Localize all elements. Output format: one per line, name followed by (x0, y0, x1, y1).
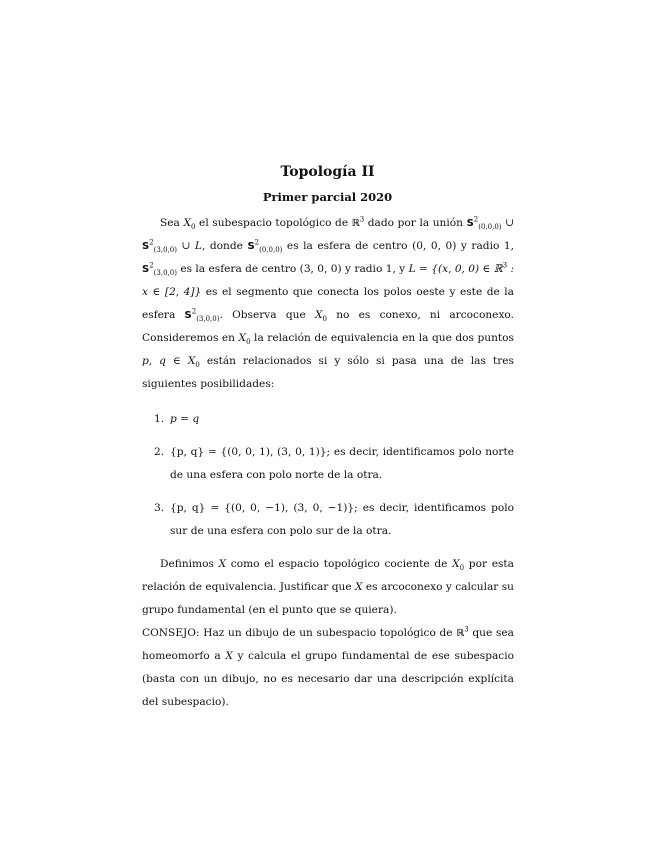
list-item: 3. {p, q} = {(0, 0, −1), (3, 0, −1)}; es decir, identificamos polo sur de una esfera con polo sur de la otra. (154, 502, 514, 537)
consejo-paragraph: CONSEJO: Haz un dibujo de un subespacio topológico de ℝ$^3$ que sea homeomorfo a X y calcula el grupo fundamental de ese subespacio (basta con un dibujo, no es necesario dar una descripción explícita del subespacio). (142, 625, 514, 708)
list-item: 1. p = q (154, 413, 200, 425)
definition-paragraph: Definimos X como el espacio topológico cociente de $X_0$ por esta relación de equivalencia. Justificar que X es arcoconexo y calcular su grupo fundamental (en el punto que se quiera). (142, 558, 514, 616)
list-item: 2. {p, q} = {(0, 0, 1), (3, 0, 1)}; es decir, identificamos polo norte de una esfera con polo norte de la otra. (154, 446, 514, 481)
intro-paragraph: Sea $X_0$ el subespacio topológico de ℝ$^3$ dado por la unión $S^2_{(0,0,0)}$ ∪ $S^2_{(3,0,0)}$ ∪ L, donde $S^2_{(0,0,0)}$ es la esfera de centro (0, 0, 0) y radio 1, $S^2_{(3,0,0)}$ es la esfera de centro (3, 0, 0) y radio 1, y L = {(x, 0, 0) ∈ ℝ$^3$ : x ∈ [2, 4]} es el segmento que conecta los polos oeste y este de la esfera $S^2_{(3,0,0)}$. Observa que $X_0$ no es conexo, ni arcoconexo. Consideremos en $X_0$ la relación de equivalencia en la que dos puntos p, q ∈ $X_0$ están relacionados si y sólo si pasa una de las tres siguientes posibilidades: (142, 215, 515, 390)
possibilities-list (142, 408, 514, 543)
document-subtitle: Primer parcial 2020 (262, 190, 393, 204)
document-body (142, 212, 514, 714)
document-title: Topología II (280, 164, 375, 180)
